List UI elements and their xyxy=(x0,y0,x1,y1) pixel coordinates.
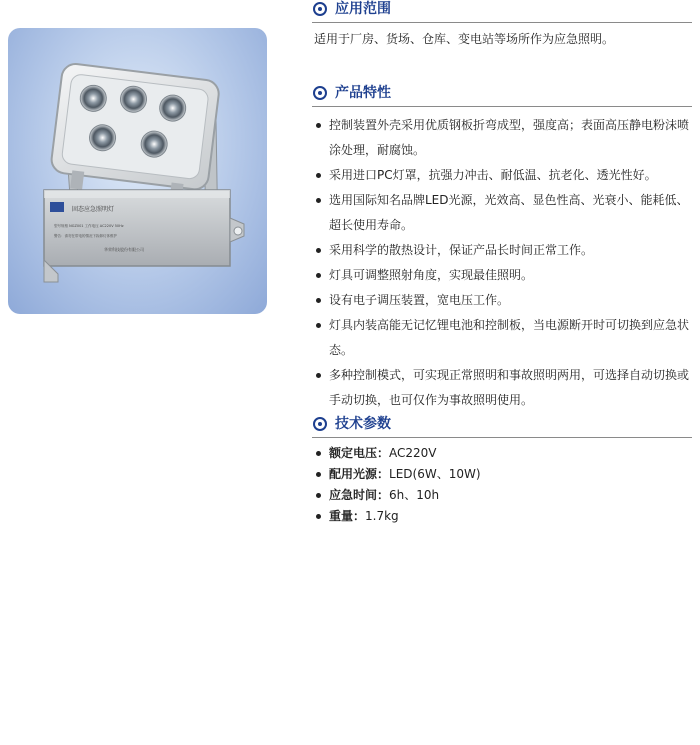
spec-item-weight xyxy=(314,506,674,527)
section-title: 应用范围 xyxy=(335,1,391,17)
list-item: 灯具内装高能无记忆锂电池和控制板，当电源断开时可切换到应急状态。 xyxy=(314,313,694,363)
list-item: 采用科学的散热设计，保证产品长时间正常工作。 xyxy=(314,238,694,263)
spec-item-voltage xyxy=(314,443,674,464)
fixture-spec-line-1: 型号规格 NGZ001 工作电压 AC220V 50Hz xyxy=(54,224,124,228)
fixture-label: 固态应急照明灯 xyxy=(72,206,115,213)
spec-value: 6h、10h xyxy=(389,488,440,502)
list-item: 控制装置外壳采用优质钢板折弯成型，强度高；表面高压静电粉沫喷涂处理，耐腐蚀。 xyxy=(314,113,694,163)
bullet-circle-icon xyxy=(313,86,327,100)
list-item: 设有电子调压装置，宽电压工作。 xyxy=(314,288,694,313)
section-header-specs xyxy=(312,415,692,438)
section-header-features xyxy=(312,84,692,107)
spec-value: AC220V xyxy=(389,446,437,460)
spec-label: 配用光源： xyxy=(329,467,390,481)
spec-list xyxy=(314,443,674,527)
list-item: 灯具可调整照射角度，实现最佳照明。 xyxy=(314,263,694,288)
spec-label: 额定电压： xyxy=(329,446,390,460)
product-photo xyxy=(8,28,267,314)
bullet-circle-icon xyxy=(313,2,327,16)
section-title: 技术参数 xyxy=(335,416,391,432)
spec-value: LED(6W、10W) xyxy=(389,467,481,481)
fixture-maker: 华荣科技股份有限公司 xyxy=(104,247,144,252)
application-text: 适用于厂房、货场、仓库、变电站等场所作为应急照明。 xyxy=(314,32,615,46)
list-item: 多种控制模式，可实现正常照明和事故照明两用，可选择自动切换或手动切换，也可仅作为事故照明使用。 xyxy=(314,363,694,413)
emergency-light-icon xyxy=(8,28,267,314)
bullet-circle-icon xyxy=(313,417,327,431)
spec-value: 1.7kg xyxy=(365,509,399,523)
list-item: 选用国际知名品牌LED光源，光效高、显色性高、光衰小、能耗低、超长使用寿命。 xyxy=(314,188,694,238)
fixture-spec-line-2: 警告：请勿在带电的情况下拆卸灯体维护 xyxy=(54,234,117,238)
section-title: 产品特性 xyxy=(335,85,391,101)
feature-list xyxy=(314,113,694,413)
list-item: 采用进口PC灯罩，抗强力冲击、耐低温、抗老化、透光性好。 xyxy=(314,163,694,188)
spec-label: 重量： xyxy=(329,509,366,523)
spec-label: 应急时间： xyxy=(329,488,390,502)
section-header-application xyxy=(312,0,692,23)
spec-item-emergency-time xyxy=(314,485,674,506)
spec-item-light-source xyxy=(314,464,674,485)
